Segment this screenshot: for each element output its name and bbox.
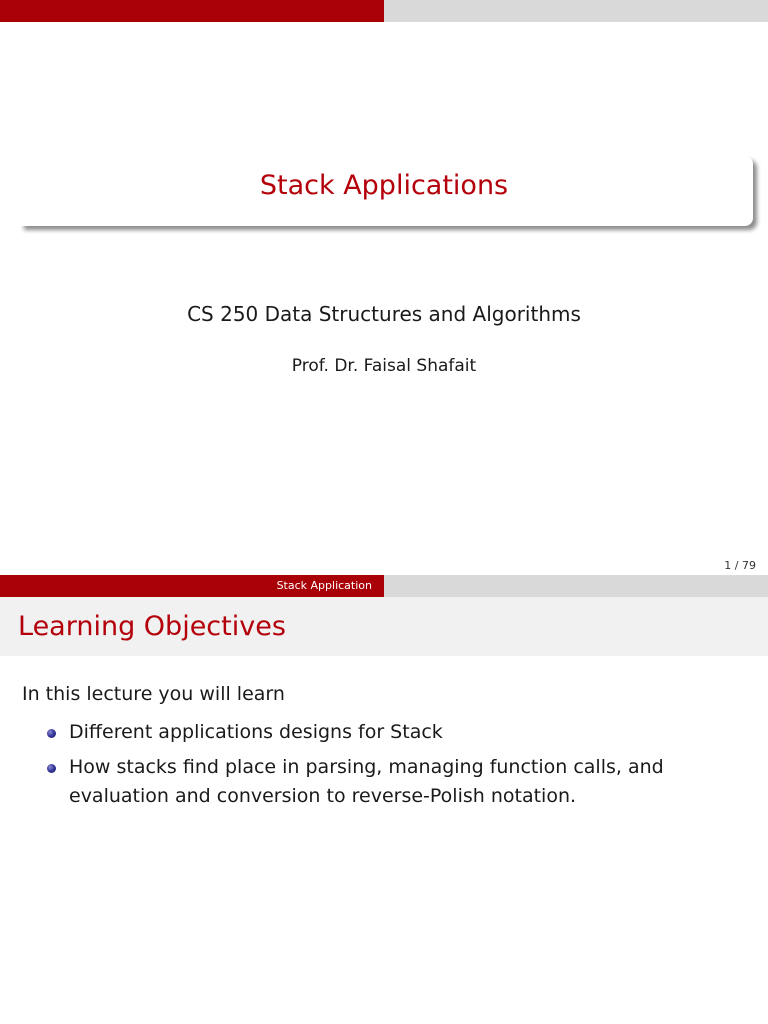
list-item xyxy=(47,753,747,811)
bullet-icon xyxy=(47,729,56,738)
bullet-list xyxy=(47,718,747,817)
section-header: Stack Application xyxy=(0,575,384,597)
frame-title: Learning Objectives xyxy=(18,611,286,642)
intro-text: In this lecture you will learn xyxy=(22,683,285,705)
header-bar-left xyxy=(0,0,384,22)
objectives-slide xyxy=(0,575,768,1024)
list-item xyxy=(47,718,747,747)
slide-title: Stack Applications xyxy=(259,170,509,201)
bullet-text: How stacks find place in parsing, managing function calls, and evaluation and conversion to reverse-Polish notation. xyxy=(69,756,664,807)
bullet-text: Different applications designs for Stack xyxy=(69,721,443,743)
bullet-icon xyxy=(47,764,56,773)
author-name: Prof. Dr. Faisal Shafait xyxy=(291,356,477,376)
header-bar-right xyxy=(384,0,768,22)
header-bar-right xyxy=(384,575,768,597)
page-number: 1 / 79 xyxy=(724,559,756,572)
course-name: CS 250 Data Structures and Algorithms xyxy=(187,302,581,326)
